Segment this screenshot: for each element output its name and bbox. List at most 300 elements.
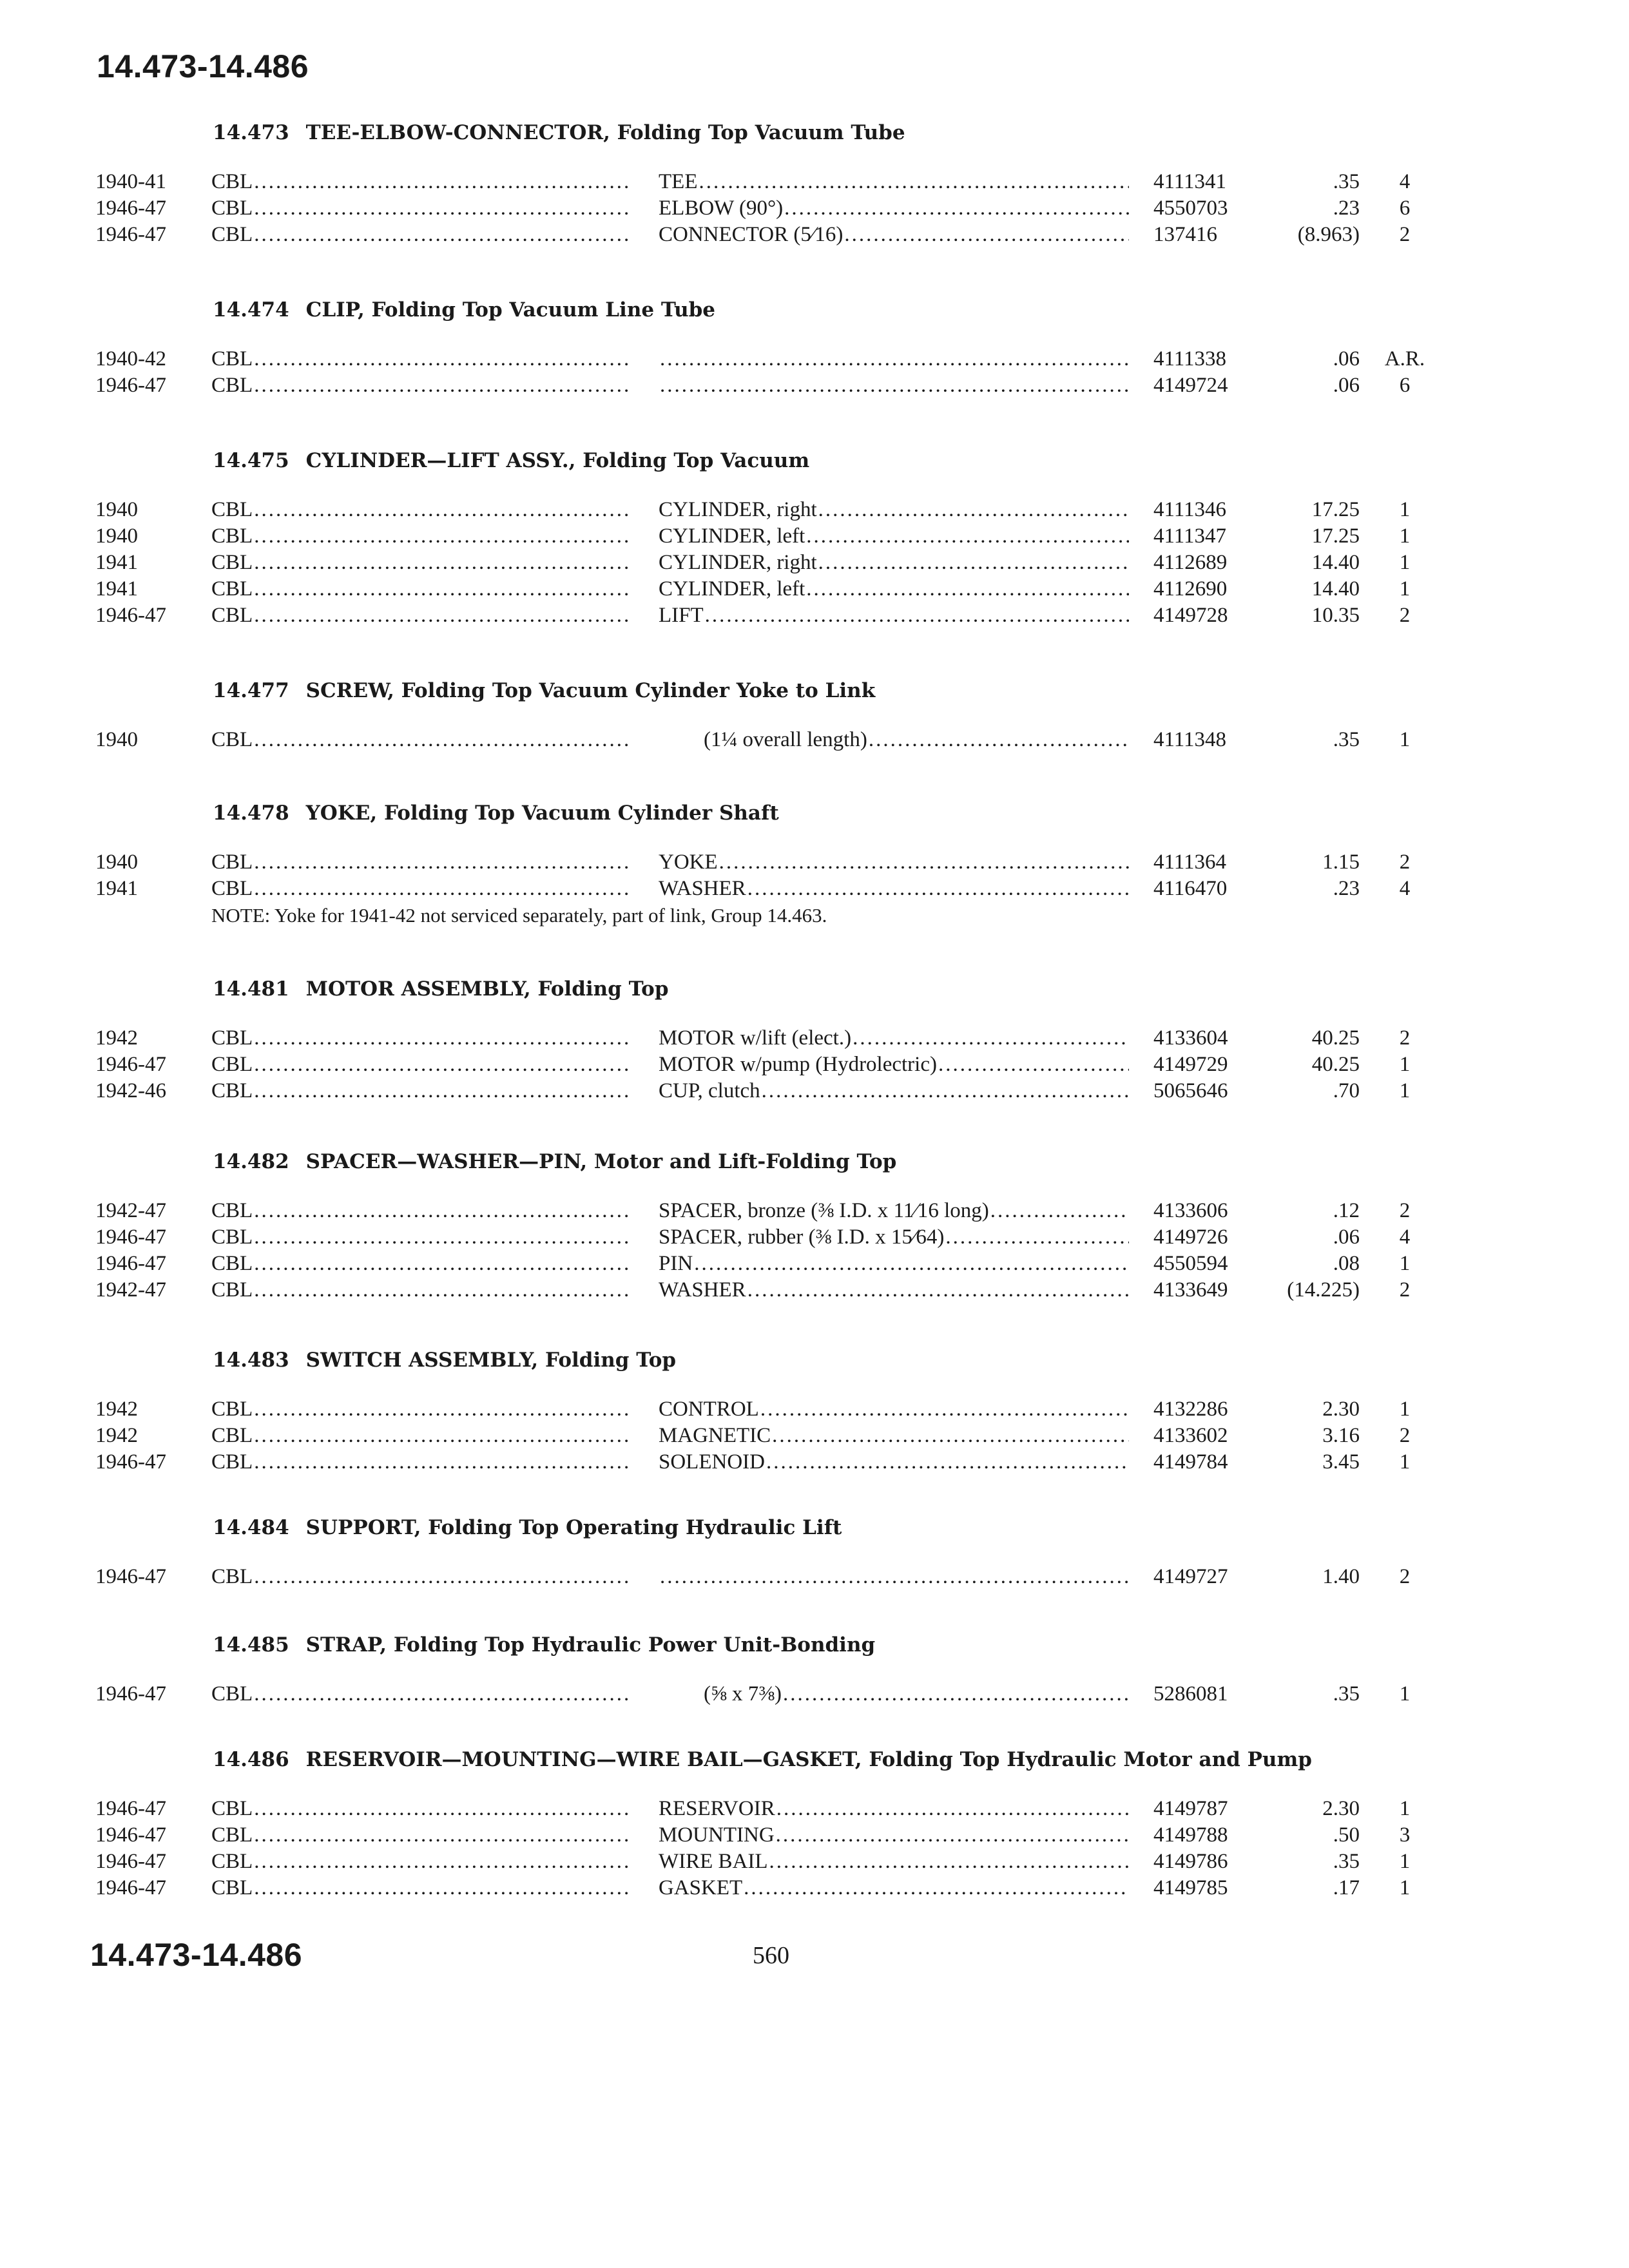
- quantity: 4: [1399, 1225, 1411, 1249]
- part-description-text: MOTOR w/pump (Hydrolectric): [659, 1053, 937, 1076]
- list-price: .35: [1333, 1850, 1360, 1873]
- model-code-text: CBL: [211, 551, 253, 574]
- part-description-text: MOTOR w/lift (elect.): [659, 1026, 852, 1050]
- part-description-text: CYLINDER, left: [659, 524, 805, 548]
- model-code-text: CBL: [211, 223, 253, 246]
- group-number: 14.484: [213, 1516, 289, 1539]
- part-description: [659, 1251, 1129, 1277]
- table-row: [0, 602, 1629, 629]
- quantity: 1: [1399, 1398, 1411, 1421]
- model-year: 1946-47: [95, 1565, 166, 1588]
- group-number: 14.486: [213, 1748, 289, 1771]
- part-description: [659, 169, 1129, 195]
- group-number: 14.475: [213, 449, 289, 472]
- list-price: 3.45: [1322, 1450, 1360, 1474]
- table-row: [0, 727, 1629, 753]
- model-code: [211, 1449, 630, 1475]
- table-row: [0, 1277, 1629, 1303]
- part-number: 4111346: [1153, 498, 1227, 521]
- group-note: [0, 902, 1629, 928]
- model-year: 1946-47: [95, 197, 166, 220]
- model-code: [211, 1423, 630, 1449]
- model-code-text: CBL: [211, 604, 253, 627]
- model-code: [211, 372, 630, 399]
- part-number: 4149785: [1153, 1876, 1228, 1899]
- model-year: 1946-47: [95, 1053, 166, 1076]
- part-number: 4133649: [1153, 1278, 1228, 1302]
- table-row: [0, 1198, 1629, 1224]
- page-footer-code: 14.473-14.486: [90, 1937, 303, 1973]
- list-price: .23: [1333, 877, 1360, 900]
- part-number: 4111364: [1153, 850, 1227, 874]
- model-year: 1940-42: [95, 347, 166, 370]
- group-heading: [213, 298, 715, 322]
- model-code-text: CBL: [211, 877, 253, 900]
- part-description-text: CYLINDER, left: [659, 577, 805, 601]
- table-row: [0, 1796, 1629, 1822]
- part-description-text: CONNECTOR (5⁄16): [659, 223, 843, 246]
- model-year: 1946-47: [95, 1225, 166, 1249]
- part-description: [659, 372, 1129, 399]
- part-description-text: WASHER: [659, 877, 746, 900]
- group-number: 14.478: [213, 802, 289, 825]
- model-year: 1946-47: [95, 1823, 166, 1847]
- parts-rows: [0, 1198, 1629, 1303]
- quantity: 2: [1399, 604, 1411, 627]
- part-number: 4112689: [1153, 551, 1228, 574]
- quantity: 3: [1399, 1823, 1411, 1847]
- part-number: 4149724: [1153, 374, 1228, 397]
- model-code: [211, 1796, 630, 1822]
- model-code: [211, 497, 630, 523]
- list-price: (8.963): [1297, 223, 1360, 246]
- part-description-text: WIRE BAIL: [659, 1850, 768, 1873]
- list-price: 10.35: [1311, 604, 1360, 627]
- list-price: 40.25: [1311, 1026, 1360, 1050]
- group-heading: [213, 802, 779, 825]
- group-heading: [213, 977, 669, 1001]
- table-row: [0, 876, 1629, 902]
- list-price: .35: [1333, 170, 1360, 193]
- model-code: [211, 576, 630, 602]
- model-year: 1946-47: [95, 1252, 166, 1275]
- part-description: [659, 523, 1129, 550]
- list-price: 1.40: [1322, 1565, 1360, 1588]
- quantity: 1: [1399, 728, 1411, 751]
- part-description-text: SOLENOID: [659, 1450, 765, 1474]
- group-number: 14.481: [213, 977, 289, 1001]
- model-code: [211, 1052, 630, 1078]
- part-description: [659, 1564, 1129, 1590]
- parts-rows: [0, 497, 1629, 629]
- quantity: 1: [1399, 1682, 1411, 1706]
- part-number: 4149729: [1153, 1053, 1228, 1076]
- part-description: [659, 1822, 1129, 1849]
- model-year: 1942: [95, 1398, 138, 1421]
- part-number: 4111348: [1153, 728, 1227, 751]
- model-code-text: CBL: [211, 1079, 253, 1102]
- list-price: 14.40: [1311, 577, 1360, 601]
- model-code: [211, 1025, 630, 1052]
- part-description-text: SPACER, bronze (⅜ I.D. x 11⁄16 long): [659, 1199, 989, 1222]
- part-number: 4132286: [1153, 1398, 1228, 1421]
- model-code: [211, 602, 630, 629]
- group-title: SWITCH ASSEMBLY, Folding Top: [305, 1349, 677, 1372]
- part-number: 4550594: [1153, 1252, 1228, 1275]
- part-description: [659, 222, 1129, 248]
- model-year: 1940: [95, 524, 138, 548]
- table-row: [0, 222, 1629, 248]
- quantity: 1: [1399, 551, 1411, 574]
- quantity: 1: [1399, 1850, 1411, 1873]
- model-code: [211, 1251, 630, 1277]
- model-year: 1940-41: [95, 170, 166, 193]
- table-row: [0, 1025, 1629, 1052]
- group-note-text: NOTE: Yoke for 1941-42 not serviced separately, part of link, Group 14.463.: [211, 904, 827, 927]
- table-row: [0, 497, 1629, 523]
- group-title: SUPPORT, Folding Top Operating Hydraulic Lift: [305, 1516, 842, 1539]
- table-row: [0, 1681, 1629, 1707]
- list-price: 2.30: [1322, 1797, 1360, 1820]
- group-heading: [213, 1150, 896, 1173]
- model-code-text: CBL: [211, 170, 253, 193]
- part-description: [659, 1681, 1129, 1707]
- part-number: 4111341: [1153, 170, 1227, 193]
- list-price: .50: [1333, 1823, 1360, 1847]
- table-row: [0, 1224, 1629, 1251]
- quantity: 2: [1399, 1026, 1411, 1050]
- group-heading: [213, 121, 905, 144]
- part-description: [659, 849, 1129, 876]
- model-year: 1940: [95, 498, 138, 521]
- table-row: [0, 1423, 1629, 1449]
- part-description-text: PIN: [659, 1252, 693, 1275]
- list-price: .23: [1333, 197, 1360, 220]
- part-number: 5286081: [1153, 1682, 1228, 1706]
- page-number: 560: [753, 1942, 789, 1969]
- table-row: [0, 1822, 1629, 1849]
- part-number: 4116470: [1153, 877, 1228, 900]
- table-row: [0, 1078, 1629, 1104]
- table-row: [0, 550, 1629, 576]
- part-description: [659, 1078, 1129, 1104]
- group-title: SCREW, Folding Top Vacuum Cylinder Yoke to Link: [305, 679, 876, 702]
- parts-rows: [0, 169, 1629, 248]
- part-description: [659, 576, 1129, 602]
- part-description: [659, 1423, 1129, 1449]
- quantity: 2: [1399, 223, 1411, 246]
- model-code: [211, 1681, 630, 1707]
- model-code-text: CBL: [211, 1252, 253, 1275]
- group-heading: [213, 1633, 875, 1657]
- part-number: 4149727: [1153, 1565, 1228, 1588]
- parts-rows: [0, 1396, 1629, 1475]
- table-row: [0, 1052, 1629, 1078]
- list-price: 3.16: [1322, 1424, 1360, 1447]
- part-number: 137416: [1153, 223, 1217, 246]
- part-description-text: SPACER, rubber (⅜ I.D. x 15⁄64): [659, 1225, 945, 1249]
- model-year: 1946-47: [95, 1850, 166, 1873]
- part-description-text: (1¼ overall length): [704, 728, 867, 751]
- list-price: .08: [1333, 1252, 1360, 1275]
- model-year: 1946-47: [95, 1450, 166, 1474]
- group-number: 14.482: [213, 1150, 289, 1173]
- list-price: .70: [1333, 1079, 1360, 1102]
- model-year: 1941: [95, 551, 138, 574]
- group-number: 14.483: [213, 1349, 289, 1372]
- model-year: 1941: [95, 577, 138, 601]
- part-description: [659, 550, 1129, 576]
- quantity: 1: [1399, 1053, 1411, 1076]
- list-price: .35: [1333, 1682, 1360, 1706]
- model-year: 1946-47: [95, 374, 166, 397]
- list-price: 40.25: [1311, 1053, 1360, 1076]
- group-title: CLIP, Folding Top Vacuum Line Tube: [305, 298, 716, 322]
- model-year: 1942-46: [95, 1079, 166, 1102]
- page-header-code: 14.473-14.486: [97, 48, 309, 84]
- quantity: 2: [1399, 1565, 1411, 1588]
- group-heading: [213, 1748, 1312, 1771]
- part-description-text: WASHER: [659, 1278, 746, 1302]
- model-code-text: CBL: [211, 498, 253, 521]
- part-number: 4149728: [1153, 604, 1228, 627]
- quantity: 1: [1399, 498, 1411, 521]
- model-code: [211, 1564, 630, 1590]
- model-year: 1942-47: [95, 1199, 166, 1222]
- quantity: 2: [1399, 850, 1411, 874]
- list-price: .12: [1333, 1199, 1360, 1222]
- part-description-text: GASKET: [659, 1876, 743, 1899]
- part-description: [659, 1025, 1129, 1052]
- part-number: 4149786: [1153, 1850, 1228, 1873]
- part-description: [659, 346, 1129, 372]
- model-year: 1940: [95, 850, 138, 874]
- group-heading: [213, 1349, 676, 1372]
- table-row: [0, 849, 1629, 876]
- part-description-text: TEE: [659, 170, 698, 193]
- model-year: 1941: [95, 877, 138, 900]
- model-year: 1940: [95, 728, 138, 751]
- part-description-text: MOUNTING: [659, 1823, 775, 1847]
- part-description-text: CYLINDER, right: [659, 551, 817, 574]
- part-description: [659, 1052, 1129, 1078]
- model-code-text: CBL: [211, 197, 253, 220]
- model-year: 1942: [95, 1026, 138, 1050]
- model-code-text: CBL: [211, 1850, 253, 1873]
- part-description: [659, 1277, 1129, 1303]
- part-number: 4149784: [1153, 1450, 1228, 1474]
- table-row: [0, 1564, 1629, 1590]
- model-code: [211, 727, 630, 753]
- parts-rows: [0, 1564, 1629, 1590]
- table-row: [0, 523, 1629, 550]
- part-number: 4149787: [1153, 1797, 1228, 1820]
- model-code: [211, 1198, 630, 1224]
- quantity: 4: [1399, 170, 1411, 193]
- model-code-text: CBL: [211, 1876, 253, 1899]
- list-price: .06: [1333, 374, 1360, 397]
- part-description: [659, 602, 1129, 629]
- model-code: [211, 346, 630, 372]
- quantity: 1: [1399, 577, 1411, 601]
- quantity: 2: [1399, 1278, 1411, 1302]
- model-code-text: CBL: [211, 1797, 253, 1820]
- model-year: 1946-47: [95, 1797, 166, 1820]
- model-year: 1946-47: [95, 1682, 166, 1706]
- model-code-text: CBL: [211, 850, 253, 874]
- model-code-text: CBL: [211, 1053, 253, 1076]
- part-description: [659, 876, 1129, 902]
- table-row: [0, 346, 1629, 372]
- model-code-text: CBL: [211, 1450, 253, 1474]
- group-heading: [213, 1516, 842, 1539]
- group-heading: [213, 679, 875, 702]
- model-code: [211, 1277, 630, 1303]
- quantity: 1: [1399, 1450, 1411, 1474]
- model-code: [211, 1224, 630, 1251]
- model-year: 1946-47: [95, 223, 166, 246]
- part-description-text: ELBOW (90°): [659, 197, 784, 220]
- part-description: [659, 195, 1129, 222]
- model-code: [211, 1078, 630, 1104]
- group-title: RESERVOIR—MOUNTING—WIRE BAIL—GASKET, Folding Top Hydraulic Motor and Pump: [305, 1748, 1312, 1771]
- model-code-text: CBL: [211, 1026, 253, 1050]
- part-description-text: CYLINDER, right: [659, 498, 817, 521]
- parts-rows: [0, 727, 1629, 753]
- model-year: 1946-47: [95, 1876, 166, 1899]
- part-description: [659, 1224, 1129, 1251]
- model-year: 1946-47: [95, 604, 166, 627]
- quantity: 1: [1399, 1797, 1411, 1820]
- model-code-text: CBL: [211, 1225, 253, 1249]
- quantity: 6: [1399, 197, 1411, 220]
- part-description: [659, 1875, 1129, 1901]
- list-price: .06: [1333, 347, 1360, 370]
- table-row: [0, 1251, 1629, 1277]
- parts-rows: [0, 346, 1629, 399]
- part-number: 4111347: [1153, 524, 1227, 548]
- list-price: 14.40: [1311, 551, 1360, 574]
- model-code: [211, 1849, 630, 1875]
- group-number: 14.473: [213, 121, 289, 144]
- model-code-text: CBL: [211, 1278, 253, 1302]
- part-number: 4550703: [1153, 197, 1228, 220]
- model-code-text: CBL: [211, 347, 253, 370]
- table-row: [0, 1875, 1629, 1901]
- list-price: 1.15: [1322, 850, 1360, 874]
- list-price: 17.25: [1311, 524, 1360, 548]
- group-number: 14.477: [213, 679, 289, 702]
- model-code: [211, 849, 630, 876]
- model-code-text: CBL: [211, 1823, 253, 1847]
- part-description-text: LIFT: [659, 604, 704, 627]
- part-description: [659, 497, 1129, 523]
- parts-rows: [0, 849, 1629, 928]
- model-code: [211, 1875, 630, 1901]
- model-code-text: CBL: [211, 1398, 253, 1421]
- model-code-text: CBL: [211, 1682, 253, 1706]
- quantity: A.R.: [1384, 347, 1425, 370]
- part-description: [659, 1796, 1129, 1822]
- part-description-text: YOKE: [659, 850, 718, 874]
- part-description: [659, 1396, 1129, 1423]
- part-description: [659, 1198, 1129, 1224]
- model-code-text: CBL: [211, 1199, 253, 1222]
- quantity: 1: [1399, 1876, 1411, 1899]
- list-price: (14.225): [1287, 1278, 1360, 1302]
- model-code: [211, 222, 630, 248]
- part-description-text: MAGNETIC: [659, 1424, 771, 1447]
- part-description: [659, 727, 1129, 753]
- model-code: [211, 876, 630, 902]
- list-price: .06: [1333, 1225, 1360, 1249]
- model-year: 1942-47: [95, 1278, 166, 1302]
- model-code-text: CBL: [211, 374, 253, 397]
- group-title: TEE-ELBOW-CONNECTOR, Folding Top Vacuum Tube: [305, 121, 905, 144]
- group-title: STRAP, Folding Top Hydraulic Power Unit-Bonding: [305, 1633, 876, 1657]
- group-title: MOTOR ASSEMBLY, Folding Top: [305, 977, 669, 1001]
- group-title: CYLINDER—LIFT ASSY., Folding Top Vacuum: [305, 449, 810, 472]
- quantity: 4: [1399, 877, 1411, 900]
- group-title: SPACER—WASHER—PIN, Motor and Lift-Folding Top: [305, 1150, 897, 1173]
- quantity: 2: [1399, 1199, 1411, 1222]
- part-number: 5065646: [1153, 1079, 1228, 1102]
- part-number: 4133606: [1153, 1199, 1228, 1222]
- part-number: 4149788: [1153, 1823, 1228, 1847]
- parts-rows: [0, 1796, 1629, 1901]
- model-code-text: CBL: [211, 1424, 253, 1447]
- part-number: 4149726: [1153, 1225, 1228, 1249]
- table-row: [0, 1449, 1629, 1475]
- part-description: [659, 1849, 1129, 1875]
- model-year: 1942: [95, 1424, 138, 1447]
- part-number: 4133602: [1153, 1424, 1228, 1447]
- part-number: 4112690: [1153, 577, 1228, 601]
- list-price: .35: [1333, 728, 1360, 751]
- table-row: [0, 372, 1629, 399]
- group-number: 14.474: [213, 298, 289, 322]
- table-row: [0, 1396, 1629, 1423]
- part-number: 4133604: [1153, 1026, 1228, 1050]
- part-description-text: (⅝ x 7⅜): [704, 1682, 782, 1706]
- part-description: [659, 1449, 1129, 1475]
- table-row: [0, 169, 1629, 195]
- table-row: [0, 1849, 1629, 1875]
- table-row: [0, 195, 1629, 222]
- quantity: 1: [1399, 1252, 1411, 1275]
- list-price: .17: [1333, 1876, 1360, 1899]
- quantity: 2: [1399, 1424, 1411, 1447]
- parts-rows: [0, 1025, 1629, 1104]
- model-code: [211, 550, 630, 576]
- table-row: [0, 576, 1629, 602]
- model-code-text: CBL: [211, 524, 253, 548]
- part-number: 4111338: [1153, 347, 1227, 370]
- model-code-text: CBL: [211, 577, 253, 601]
- list-price: 17.25: [1311, 498, 1360, 521]
- part-description-text: CUP, clutch: [659, 1079, 760, 1102]
- model-code: [211, 523, 630, 550]
- model-code: [211, 169, 630, 195]
- group-number: 14.485: [213, 1633, 289, 1657]
- group-title: YOKE, Folding Top Vacuum Cylinder Shaft: [305, 802, 779, 825]
- quantity: 1: [1399, 1079, 1411, 1102]
- quantity: 6: [1399, 374, 1411, 397]
- model-code: [211, 1822, 630, 1849]
- quantity: 1: [1399, 524, 1411, 548]
- part-description-text: CONTROL: [659, 1398, 759, 1421]
- model-code-text: CBL: [211, 728, 253, 751]
